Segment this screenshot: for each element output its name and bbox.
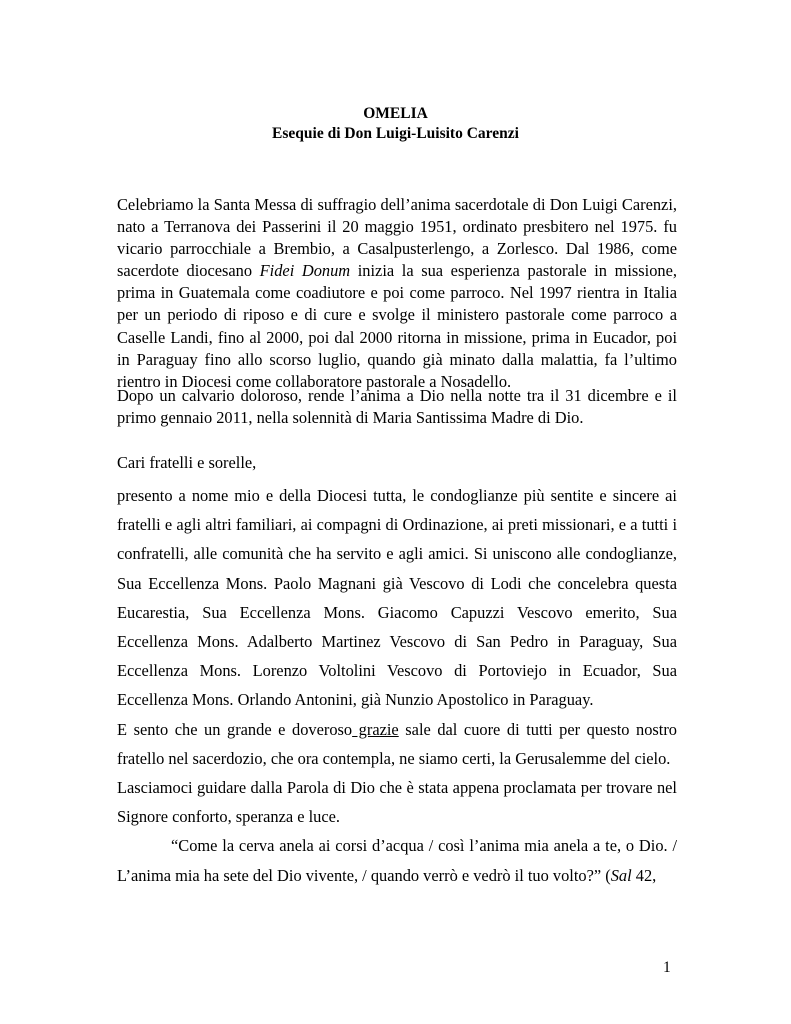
document-subtitle: Esequie di Don Luigi-Luisito Carenzi [272,125,519,142]
paragraph-gratitude [117,715,677,773]
salutation: Cari fratelli e sorelle, [117,453,257,472]
document-title: OMELIA [363,105,428,122]
paragraph-gratitude-after: sale dal cuore di tutti per questo nostro fratello nel sacerdozio, che ora contempla, ne siamo certi, la Gerusalemme del cielo. [117,719,678,768]
paragraph-biography [117,194,677,393]
paragraph-gratitude-before: E sento che un grande e doveroso [117,719,353,739]
psalm-quote-text: “Come la cerva anela ai corsi d’acqua / così l’anima mia anela a te, o Dio. / L’anima mia ha sete del Dio vivente, / quando verrò e vedrò il tuo volto?” ( [117,836,677,885]
paragraph-guidance: Lasciamoci guidare dalla Parola di Dio che è stata appena proclamata per trovare nel Signore conforto, speranza e luce. [117,778,677,827]
grazie-underlined: grazie [352,719,399,739]
paragraph-death: Dopo un calvario doloroso, rende l’anima a Dio nella notte tra il 31 dicembre e il primo gennaio 2011, nella solennità di Maria Santissima Madre di Dio. [117,386,677,427]
paragraph-condolences: presento a nome mio e della Diocesi tutta, le condoglianze più sentite e sincere ai fratelli e agli altri familiari, ai compagni di Ordinazione, ai preti missionari, e a tutti i confratelli, alle comunità che ha servito e agli amici. Si uniscono alle condoglianze, Sua Eccellenza Mons. Paolo Magnani già Vescovo di Lodi che concelebra questa Eucarestia, Sua Eccellenza Mons. Giacomo Capuzzi Vescovo emerito, Sua Eccellenza Mons. Adalberto Martinez Vescovo di San Pedro in Paraguay, Sua Eccellenza Mons. Lorenzo Voltolini Vescovo di Portoviejo in Ecuador, Sua Eccellenza Mons. Orlando Antonini, già Nunzio Apostolico in Paraguay. [117,486,677,710]
page-number: 1 [663,959,671,976]
paragraph-biography-part1: Celebriamo la Santa Messa di suffragio dell’anima sacerdotale di Don Luigi Carenzi, nato a Terranova dei Passerini il 20 maggio 1951, ordinato presbitero nel 1975. fu vicario parrocchiale a Brembio, a Casalpusterlengo, a Zorlesco. Dal 1986, come sacerdote diocesano [117,195,677,281]
fidei-donum-italic: Fidei Donum [259,261,351,281]
paragraph-biography-part2: inizia la sua esperienza pastorale in missione, prima in Guatemala come coadiutore e poi come parroco. Nel 1997 rientra in Italia per un periodo di riposo e di cure e svolge il ministero pastorale come parroco a Caselle Landi, fino al 2000, poi dal 2000 ritorna in missione, prima in Eucador, poi in Paraguay fino allo scorso luglio, quando già minato dalla malattia, fa l’ultimo rientro in Diocesi come collaboratore pastorale a Nosadello. [117,261,677,391]
psalm-ref-italic: Sal [610,865,632,885]
psalm-quote [117,831,677,889]
psalm-ref-rest: 42, [631,865,657,885]
main-body [117,481,677,890]
title-block [0,104,791,144]
